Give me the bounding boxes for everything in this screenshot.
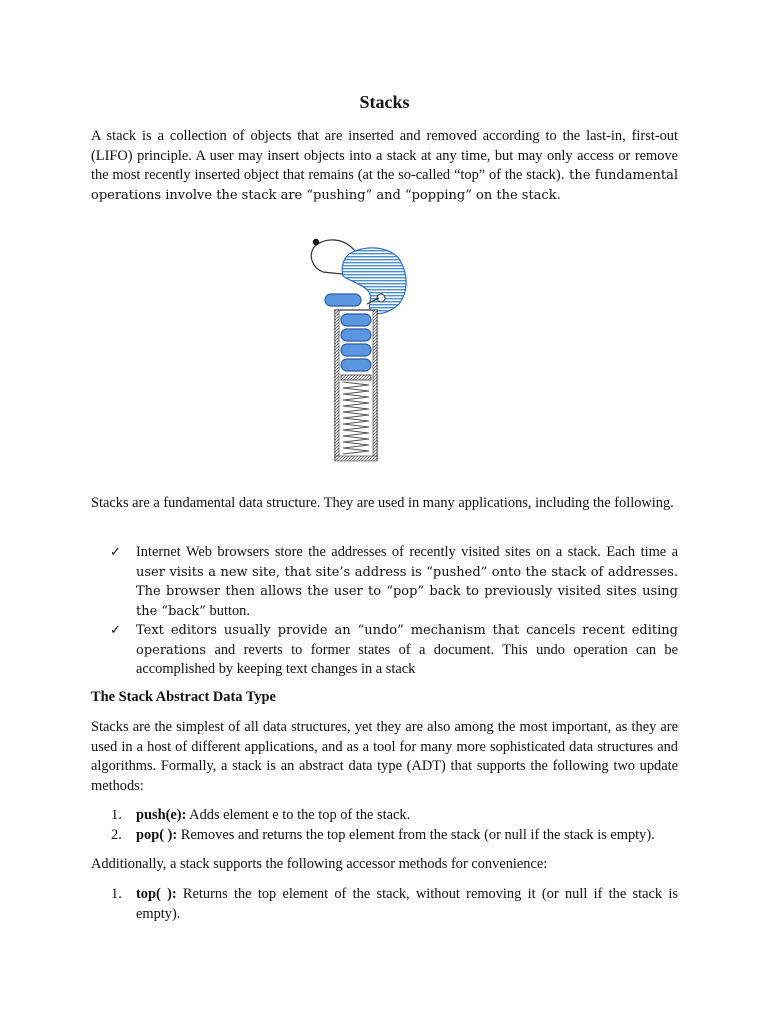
bullet-text: Internet Web browsers store the addresses of recently visited sites on a stack. Each time a: [136, 544, 678, 560]
pez-dispenser-stack-icon: [303, 232, 433, 468]
intro-text: A stack is a collection of objects that are inserted and removed according to the last-in, first-out (LIFO) principle. A user may insert objects into a stack at any time, but may only access or remove the most recently inserted object that remains (at the so-called “top” of the stack): [91, 128, 678, 183]
page-title: Stacks: [359, 92, 410, 112]
checkmark-icon: ✓: [110, 545, 121, 560]
checkmark-icon: ✓: [110, 623, 121, 638]
method-name: top( ):: [136, 886, 177, 902]
list-item: [110, 543, 678, 621]
list-item: [91, 806, 678, 826]
item-number: 2.: [111, 826, 122, 843]
update-methods-list: [91, 806, 678, 845]
accessor-methods-list: [91, 885, 678, 924]
method-description: Returns the top element of the stack, without removing it (or null if the stack is empty).: [136, 886, 678, 922]
bullet-text-alt: Text editors usually provide an “undo” mechanism that cancels recent editing operations: [136, 623, 678, 658]
method-name: push(e):: [136, 807, 187, 823]
section-heading: The Stack Abstract Data Type: [91, 689, 276, 705]
list-item: [91, 826, 678, 846]
adt-paragraph: Stacks are the simplest of all data structures, yet they are also among the most important, as they are used in a host of different applications, and as a tool for many more sophisticated data structures and algorithms. Formally, a stack is an abstract data type (ADT) that supports the following two update methods:: [91, 719, 678, 794]
item-number: 1.: [111, 886, 122, 902]
stack-illustration: [303, 232, 433, 468]
accessor-intro-paragraph: Additionally, a stack supports the following accessor methods for convenience:: [91, 856, 548, 872]
bullet-text-end: button.: [205, 602, 250, 619]
list-item: [91, 885, 678, 924]
list-item: [110, 621, 678, 680]
method-description: Adds element e to the top of the stack.: [186, 807, 411, 823]
bullet-text-end: and reverts to former states of a document. This undo operation can be accomplished by keeping text changes in a stack: [136, 641, 678, 677]
intro-paragraph: [91, 127, 678, 205]
method-description: Removes and returns the top element from the stack (or null if the stack is empty).: [177, 826, 655, 843]
item-number: 1.: [111, 807, 122, 823]
method-name: pop( ):: [136, 826, 178, 843]
applications-list: [110, 543, 678, 680]
applications-paragraph: Stacks are a fundamental data structure. They are used in many applications, including the following.: [91, 495, 674, 511]
bullet-text-alt: user visits a new site, that site’s address is “pushed” onto the stack of addresses. The browser then allows the user to “pop” back to previously visited sites using the “back”: [136, 564, 678, 619]
intro-text-continued: . the fundamental operations involve the stack are “pushing” and “popping” on the stack.: [91, 168, 678, 203]
